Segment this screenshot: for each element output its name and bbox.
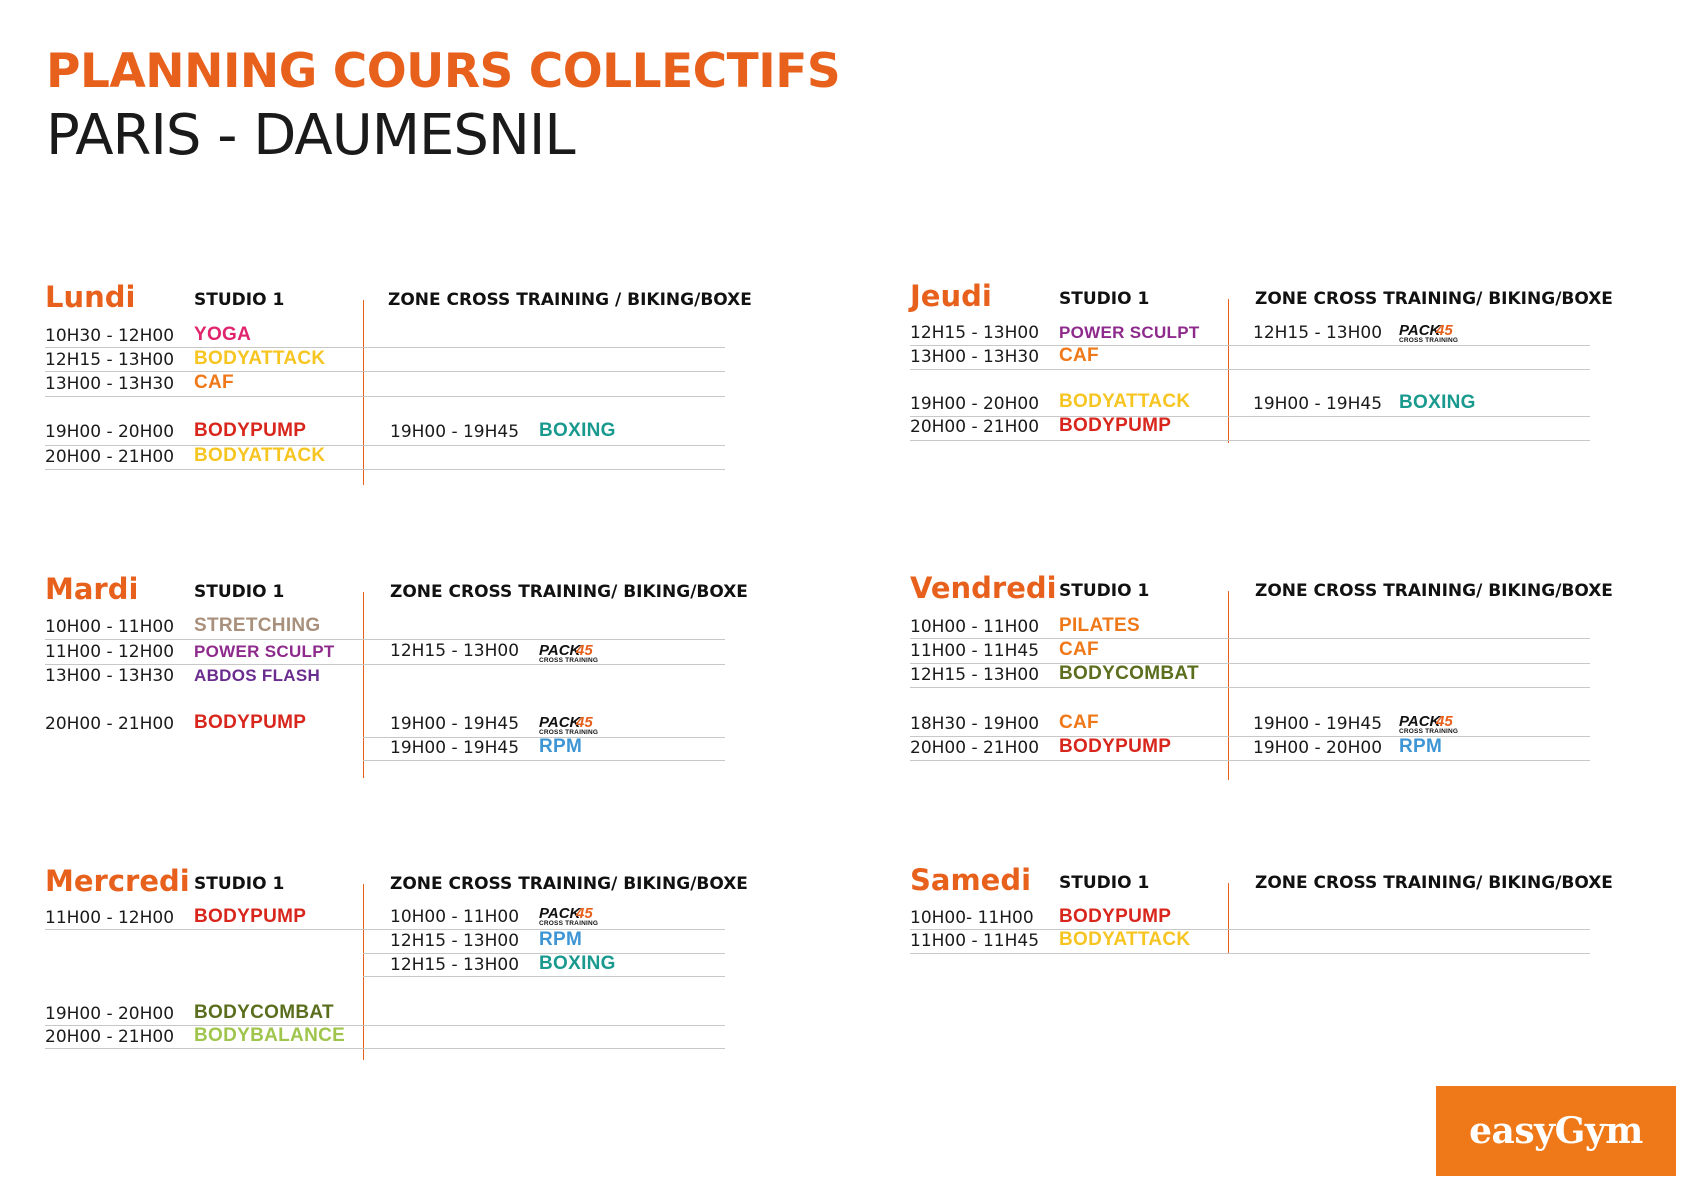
pack45-logo xyxy=(1399,323,1469,343)
pack45-tagline: CROSS TRAINING xyxy=(1399,728,1459,735)
pack45-number: 45 xyxy=(576,714,593,731)
studio-time: 19H00 - 20H00 xyxy=(45,1004,175,1024)
studio-time: 10H00 - 11H00 xyxy=(910,617,1040,637)
row-rule xyxy=(910,760,1590,761)
pack45-tagline: CROSS TRAINING xyxy=(539,920,599,927)
day-block-jeudi xyxy=(910,279,1680,509)
studio-time: 10H00 - 11H00 xyxy=(45,617,175,637)
studio-column-header: STUDIO 1 xyxy=(1059,289,1150,309)
row-rule xyxy=(910,638,1590,639)
studio-time: 11H00 - 11H45 xyxy=(910,641,1040,661)
day-name: Lundi xyxy=(45,280,136,314)
column-divider xyxy=(363,592,364,778)
column-divider xyxy=(363,300,364,485)
page-title: PLANNING COURS COLLECTIFS xyxy=(46,44,841,99)
pack45-logo xyxy=(539,906,609,926)
studio-class: ABDOS FLASH xyxy=(194,666,321,685)
row-rule xyxy=(45,929,725,930)
studio-class: BODYPUMP xyxy=(194,906,307,927)
studio-class: BODYPUMP xyxy=(194,712,307,733)
pack45-word: PACK xyxy=(1399,713,1441,730)
pack45-word: PACK xyxy=(1399,322,1441,339)
studio-class: CAF xyxy=(1059,345,1099,366)
studio-time: 19H00 - 20H00 xyxy=(910,394,1040,414)
zone-time: 19H00 - 19H45 xyxy=(390,714,520,734)
zone-time: 12H15 - 13H00 xyxy=(390,931,520,951)
zone-column-header: ZONE CROSS TRAINING/ BIKING/BOXE xyxy=(1255,289,1613,309)
pack45-number: 45 xyxy=(1436,322,1453,339)
pack45-word: PACK xyxy=(539,642,581,659)
zone-time: 19H00 - 20H00 xyxy=(1253,738,1383,758)
studio-class: BODYCOMBAT xyxy=(194,1002,334,1023)
column-divider xyxy=(1228,591,1229,780)
studio-class: BODYATTACK xyxy=(194,445,326,466)
studio-class: PILATES xyxy=(1059,615,1140,636)
pack45-tagline: CROSS TRAINING xyxy=(1399,337,1459,344)
day-block-samedi xyxy=(910,863,1680,1093)
day-block-mercredi xyxy=(45,864,815,1094)
studio-time: 13H00 - 13H30 xyxy=(45,374,175,394)
studio-class: YOGA xyxy=(194,324,252,345)
studio-class: POWER SCULPT xyxy=(1059,323,1200,342)
day-block-lundi xyxy=(45,280,815,510)
studio-column-header: STUDIO 1 xyxy=(1059,873,1150,893)
studio-time: 12H15 - 13H00 xyxy=(910,665,1040,685)
zone-column-header: ZONE CROSS TRAINING / BIKING/BOXE xyxy=(388,290,752,310)
pack45-number: 45 xyxy=(576,642,593,659)
studio-class: STRETCHING xyxy=(194,615,321,636)
studio-time: 13H00 - 13H30 xyxy=(45,666,175,686)
studio-class: BODYPUMP xyxy=(1059,736,1172,757)
row-rule xyxy=(45,347,725,348)
zone-class: BOXING xyxy=(539,420,616,441)
day-block-vendredi xyxy=(910,571,1680,801)
day-name: Samedi xyxy=(910,863,1032,897)
zone-class: RPM xyxy=(539,929,583,950)
studio-time: 12H15 - 13H00 xyxy=(910,323,1040,343)
studio-class: BODYBALANCE xyxy=(194,1025,346,1046)
row-rule xyxy=(910,687,1590,688)
zone-time: 19H00 - 19H45 xyxy=(1253,394,1383,414)
zone-class: BOXING xyxy=(539,953,616,974)
studio-time: 11H00 - 11H45 xyxy=(910,931,1040,951)
studio-class: CAF xyxy=(1059,639,1099,660)
studio-time: 12H15 - 13H00 xyxy=(45,350,175,370)
zone-time: 12H15 - 13H00 xyxy=(1253,323,1383,343)
pack45-word: PACK xyxy=(539,714,581,731)
row-rule xyxy=(45,396,725,397)
studio-class: CAF xyxy=(1059,712,1099,733)
column-divider xyxy=(1228,883,1229,953)
studio-time: 11H00 - 12H00 xyxy=(45,642,175,662)
row-rule xyxy=(910,440,1590,441)
studio-time: 20H00 - 21H00 xyxy=(910,417,1040,437)
studio-class: BODYPUMP xyxy=(1059,906,1172,927)
studio-time: 10H00- 11H00 xyxy=(910,908,1034,928)
day-name: Vendredi xyxy=(910,571,1057,605)
studio-class: CAF xyxy=(194,372,234,393)
day-name: Mercredi xyxy=(45,864,190,898)
row-rule xyxy=(45,639,725,640)
pack45-number: 45 xyxy=(1436,713,1453,730)
studio-class: BODYPUMP xyxy=(1059,415,1172,436)
zone-class: RPM xyxy=(1399,736,1443,757)
pack45-word: PACK xyxy=(539,905,581,922)
day-name: Jeudi xyxy=(910,279,992,313)
zone-class: RPM xyxy=(539,736,583,757)
studio-time: 20H00 - 21H00 xyxy=(45,447,175,467)
studio-class: BODYPUMP xyxy=(194,420,307,441)
studio-column-header: STUDIO 1 xyxy=(194,290,285,310)
zone-column-header: ZONE CROSS TRAINING/ BIKING/BOXE xyxy=(390,874,748,894)
column-divider xyxy=(1228,299,1229,443)
pack45-logo xyxy=(539,715,609,735)
page-subtitle: PARIS - DAUMESNIL xyxy=(46,103,575,168)
studio-column-header: STUDIO 1 xyxy=(1059,581,1150,601)
studio-class: BODYCOMBAT xyxy=(1059,663,1199,684)
pack45-tagline: CROSS TRAINING xyxy=(539,657,599,664)
zone-time: 19H00 - 19H45 xyxy=(390,738,520,758)
easygym-logo xyxy=(1436,1086,1676,1176)
pack45-logo xyxy=(1399,714,1469,734)
zone-time: 19H00 - 19H45 xyxy=(1253,714,1383,734)
studio-time: 20H00 - 21H00 xyxy=(45,714,175,734)
zone-column-header: ZONE CROSS TRAINING/ BIKING/BOXE xyxy=(1255,873,1613,893)
row-rule xyxy=(45,371,725,372)
studio-time: 19H00 - 20H00 xyxy=(45,422,175,442)
zone-column-header: ZONE CROSS TRAINING/ BIKING/BOXE xyxy=(1255,581,1613,601)
studio-class: BODYATTACK xyxy=(194,348,326,369)
pack45-number: 45 xyxy=(576,905,593,922)
zone-time: 10H00 - 11H00 xyxy=(390,907,520,927)
pack45-logo xyxy=(539,643,609,663)
zone-class: BOXING xyxy=(1399,392,1476,413)
zone-time: 19H00 - 19H45 xyxy=(390,422,520,442)
pack45-tagline: CROSS TRAINING xyxy=(539,729,599,736)
row-rule xyxy=(45,469,725,470)
row-rule xyxy=(363,760,725,761)
zone-time: 12H15 - 13H00 xyxy=(390,641,520,661)
studio-column-header: STUDIO 1 xyxy=(194,582,285,602)
column-divider xyxy=(363,884,364,1060)
row-rule xyxy=(45,1048,725,1049)
day-name: Mardi xyxy=(45,572,139,606)
studio-class: BODYATTACK xyxy=(1059,391,1191,412)
studio-column-header: STUDIO 1 xyxy=(194,874,285,894)
zone-time: 12H15 - 13H00 xyxy=(390,955,520,975)
brand-name: easyGym xyxy=(1469,1110,1643,1152)
studio-time: 20H00 - 21H00 xyxy=(910,738,1040,758)
zone-column-header: ZONE CROSS TRAINING/ BIKING/BOXE xyxy=(390,582,748,602)
studio-time: 11H00 - 12H00 xyxy=(45,908,175,928)
row-rule xyxy=(910,369,1590,370)
row-rule xyxy=(363,976,725,977)
studio-time: 18H30 - 19H00 xyxy=(910,714,1040,734)
studio-time: 20H00 - 21H00 xyxy=(45,1027,175,1047)
day-block-mardi xyxy=(45,572,815,802)
studio-time: 13H00 - 13H30 xyxy=(910,347,1040,367)
studio-class: BODYATTACK xyxy=(1059,929,1191,950)
studio-class: POWER SCULPT xyxy=(194,642,335,661)
studio-time: 10H30 - 12H00 xyxy=(45,326,175,346)
row-rule xyxy=(910,953,1590,954)
